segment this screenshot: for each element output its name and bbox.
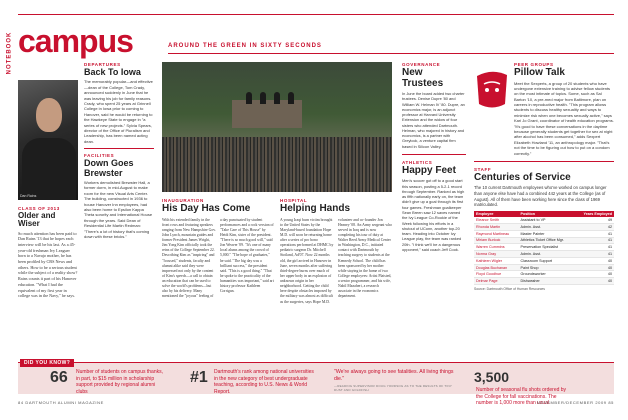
article-body: Meet the Sexperts, a group of 20 students who have undergone extensive training to advise fellow students on the most intimate of topics. Some, such as Sal Barton '10, a pre-med major from Baltimore, plan on careers in reproductive health. "This program allows students to discuss healthy sexuality and ways to minimize risk when one becomes sexually active," says Kari Jo Grant, coordinator of health education programs. "It's good to have these conversations in the daytime because generally students get together for sex at night after alcohol has been consumed," adds Sexpert Elizabeth Howland '11, an anthropology major. "That's not the time to be figuring out how to put on a condom correctly." [514, 80, 614, 156]
photo-figure [260, 92, 266, 104]
employee-position: Assistant to VP [518, 217, 575, 223]
section-title: campus [18, 23, 133, 59]
article-body: Men's soccer got off to a good start this season, posting a 5-2-1 record through September. Ranked as high as fifth nationally early on, the team didn't give up a goal through its first four games. Freshman goalkeeper Sean Breen saw 12 saves named the Ivy League Co-Rookie of the Week following his efforts in a shutout of UConn, another top-20 team. Heading into October Ivy League play, the team was ranked 20th. "I think we'll be a dangerous opponent," said coach Jeff Cook. [402, 178, 465, 252]
masthead [18, 14, 614, 59]
column-peer-groups-staff [474, 62, 614, 291]
quote-source: —READING SUPERVISOR DOUG YORDSOG AS TO THE RESULTS OF TINY DUST AND GOLDFISH [334, 383, 453, 392]
fact-number: #1 [190, 369, 208, 386]
photo-figure [246, 92, 252, 104]
table-row [474, 230, 614, 237]
article-body: The 10 current Dartmouth employees who've worked on campus longer than anyone else have had a combined 442 years at the College (as of August). All of them have been working here since the class of 1969 matriculated. [474, 185, 607, 208]
employee-name: Delmar Page [474, 278, 518, 285]
article-body: A young Iraqi burn victim brought to the United States by the Maryland-based foundation Hope M.D. will soon be returning home after a series of pro bono operations performed at DHMC by pediatric surgeon Dr. Mitchell Stotland, Ad'07. Now 22 months old, the girl arrived in Hanover in June, seven months after suffering third-degree burns over much of her upper body in an explosion of unknown origin in her neighborhood. Getting the child here despite obstacles imposed by the military was almost as difficult as the surgeries, says Hope M.D. volunteer and co-founder Jon Heaney '08. An Army sergeant who served in Iraq and is now completing his tour of duty at Walter Reed Army Medical Center in Washington, D.C., initiated contact with Dartmouth by teaching surgery to students at the Kennedy School. The child has been sponsored by her mother while staying in the home of two College employees: Artist Plaisted, a senior programmer, and his wife, Nabil Mazaheri, a research associate in the economics department. [280, 217, 392, 304]
employee-position: Admin. Asst. [518, 223, 575, 230]
article-centuries-of-service [474, 167, 614, 291]
article-helping-hands [280, 198, 392, 305]
employee-name: Rhonda Martin [474, 223, 518, 230]
article-headline: Older and Wiser [18, 211, 56, 229]
article-body: Workers demolished Brewster Hall, a former dorm, in mid-August to make room for the new Visual Arts Center. The building, constructed in 1936 to house Hanover Inn employees, had also been home to Epsilon Kappa Theta sorority and International House through the years. Said Dean of Residential Life Martin Redman: "There's a lot of history that's coming down with these bricks." [84, 180, 153, 239]
inauguration-photo [162, 62, 392, 192]
article-headline: Pillow Talk [514, 67, 565, 78]
article-headline: New Trustees [402, 67, 444, 89]
article-body: The memorably popular—and effective—dean of the College, Tom Crady, announced suddenly in June that he was leaving his job for family reasons. Crady, who spent 25 years at Grinnell College in Iowa prior to coming to Hanover, said he would be returning to the Hawkeye State to engage in "a series of new projects." Sylvia Spears, director of the Office of Pluralism and Leadership, has been named acting dean. [84, 79, 153, 144]
table-source: Source: Dartmouth Office of Human Resources [474, 286, 545, 291]
employee-name: Norma Gray [474, 251, 518, 258]
employee-name: Eleanor Smith [474, 217, 518, 223]
article-kicker: ATHLETICS [402, 159, 433, 165]
divider [84, 148, 154, 149]
fact-item [50, 369, 170, 395]
photo-figure [274, 92, 280, 104]
footer-right: NOVEMBER/DECEMBER 2009 85 [536, 400, 614, 405]
article-body: So much attention has been paid to Dan Rains '13 that he hopes each interview will be his last. As a 45-year-old freshman Ivy Leaguer born to a Navajo mother, he has been profiled by CBS News and others. How to be a serious student while the subject of a reality show? Rains counts it part of his Hanover education. "What I had the equivalent of my first year in college was in the Navy," he says. [18, 230, 78, 299]
employee-position: Admin. Asst. [518, 251, 575, 258]
employee-years: 41 [575, 251, 614, 258]
table-header: Position [518, 211, 575, 217]
photo-crowd [162, 137, 392, 192]
fact-text: Number of seasonal flu shots ordered by the College for fall vaccinations. The number is 1,000 more than usual. [476, 387, 567, 406]
fact-number: 66 [50, 369, 68, 386]
page-footer [18, 400, 614, 405]
portrait-shirt [22, 138, 76, 200]
table-row [474, 271, 614, 278]
employee-years: 40 [575, 264, 614, 271]
employee-position: Athletics Ticket Office Mgr. [518, 237, 575, 244]
article-down-goes-brewster [84, 153, 154, 239]
article-kicker: INAUGURATION [162, 198, 204, 203]
article-pillow-talk [474, 62, 614, 156]
article-kicker: CLASS OF 2013 [18, 206, 60, 211]
portrait-face [36, 98, 62, 132]
table-header: Employee [474, 211, 518, 217]
photo-stage [232, 100, 302, 128]
table-row [474, 278, 614, 285]
article-headline: His Day Has Come [162, 203, 251, 214]
article-kicker: FACILITIES [84, 153, 115, 159]
article-headline: Centuries of Service [474, 171, 571, 183]
article-kicker: DEPARTURES [84, 62, 121, 67]
quote-item [334, 369, 454, 392]
employee-name: Kathleen Wigler [474, 257, 518, 264]
employee-position: Master Painter [518, 230, 575, 237]
column-governance-athletics [402, 62, 466, 252]
employee-position: Classroom Support [518, 257, 575, 264]
employee-years: 41 [575, 244, 614, 251]
fact-text: Dartmouth's rank among national universities in the new category of best undergraduate teaching, according to U.S. News & World Report. [214, 369, 314, 395]
employee-years: 49 [575, 217, 614, 223]
article-kicker: HOSPITAL [280, 198, 308, 203]
fact-text: Number of students on campus thanks, in part, to $15 million in scholarship support provided by regional alumni clubs [76, 369, 163, 395]
table-row [474, 264, 614, 271]
employee-years: 40 [575, 271, 614, 278]
side-section-label: NOTEBOOK [6, 31, 13, 75]
article-kicker: GOVERNANCE [402, 62, 441, 67]
article-headline: Back To Iowa [84, 67, 141, 77]
employee-position: Preservation Specialist [518, 244, 575, 251]
employee-years: 41 [575, 237, 614, 244]
employee-years: 42 [575, 223, 614, 230]
did-you-know-label: DID YOU KNOW? [20, 359, 74, 367]
employee-name: Douglas Buchanan [474, 264, 518, 271]
employee-years: 40 [575, 257, 614, 264]
article-back-to-iowa [84, 62, 154, 144]
quote-text: "We're always going to see fatalities. All living things die." [334, 369, 454, 382]
table-row [474, 251, 614, 258]
employee-name: Miriam Burlock [474, 237, 518, 244]
article-body: In June the board added two charter trustees. Denise Dupre '80 and William W. Helman IV '80. Dupre, an economics major, is an adjunct professor at Harvard University Extension and the widow of four sisters who attended Dartmouth. Helman, who majored in history and economics, is a partner with Greylock, a venture capital firm based in Silicon Valley. [402, 91, 465, 149]
article-headline: Down Goes Brewster [84, 158, 134, 178]
fact-item [190, 369, 314, 395]
employee-name: Raymond Martineau [474, 230, 518, 237]
table-row [474, 237, 614, 244]
photo-caption: Dan Rains [20, 194, 37, 198]
article-headline: Happy Feet [402, 164, 456, 176]
article-kicker: STAFF [474, 166, 492, 172]
pillow-illustration [474, 66, 510, 112]
fact-number: 3,500 [474, 369, 510, 385]
employee-position: Paint Shop [518, 264, 575, 271]
employee-name: Warren Cummins [474, 244, 518, 251]
divider [474, 161, 614, 162]
staff-table [474, 211, 614, 285]
article-kicker: PEER GROUPS [514, 62, 554, 67]
article-headline: Helping Hands [280, 203, 351, 214]
portrait-photo [18, 80, 78, 200]
article-older-and-wiser [18, 206, 78, 299]
photo-figure [288, 92, 294, 104]
divider [402, 154, 466, 155]
employee-years: 41 [575, 230, 614, 237]
employee-name: Floyd Goodhue [474, 271, 518, 278]
article-new-trustees [402, 62, 466, 149]
employee-position: Groundsworker [518, 271, 575, 278]
article-happy-feet [402, 160, 466, 252]
table-row [474, 223, 614, 230]
masthead-rule [168, 53, 614, 54]
table-row [474, 244, 614, 251]
article-body: With his extended family in the front rows and featuring speakers ranging from New Hampshire Gov. John Lynch, mountain guides and former President James Wright, Jim Yong Kim officially took the reins of the College September 22. Describing Kim as "inspiring" and "focused," students, faculty and alumni alike said they were impressed not only by the content of Kim's speech—a call to obtain an education that can be used to solve the world's problems—but also by his delivery. Many mentioned the "joyous" feeling of a day punctuated by student performances and a rock version of "Take Care of This House" by Heidi Kim, sister of the president. "There is so much good will," said Jon Weaver '09. "It's one of many local alums among the crowd of 5,000." "The hope of graduates," he said. "The big day was a brilliant success," the president said. "This is a good thing." "That he spoke to the practicality of the humanities was important," said art history professor Kathleen Corrigan. [162, 217, 274, 299]
employee-years: 40 [575, 278, 614, 285]
article-his-day-has-come [162, 198, 274, 300]
table-row [474, 257, 614, 264]
table-header: Years Employed [575, 211, 614, 217]
section-tagline: AROUND THE GREEN IN SIXTY SECONDS [168, 43, 322, 49]
column-departures-facilities [84, 62, 154, 243]
footer-left: 84 DARTMOUTH ALUMNI MAGAZINE [18, 400, 104, 405]
employee-position: Dishwasher [518, 278, 575, 285]
